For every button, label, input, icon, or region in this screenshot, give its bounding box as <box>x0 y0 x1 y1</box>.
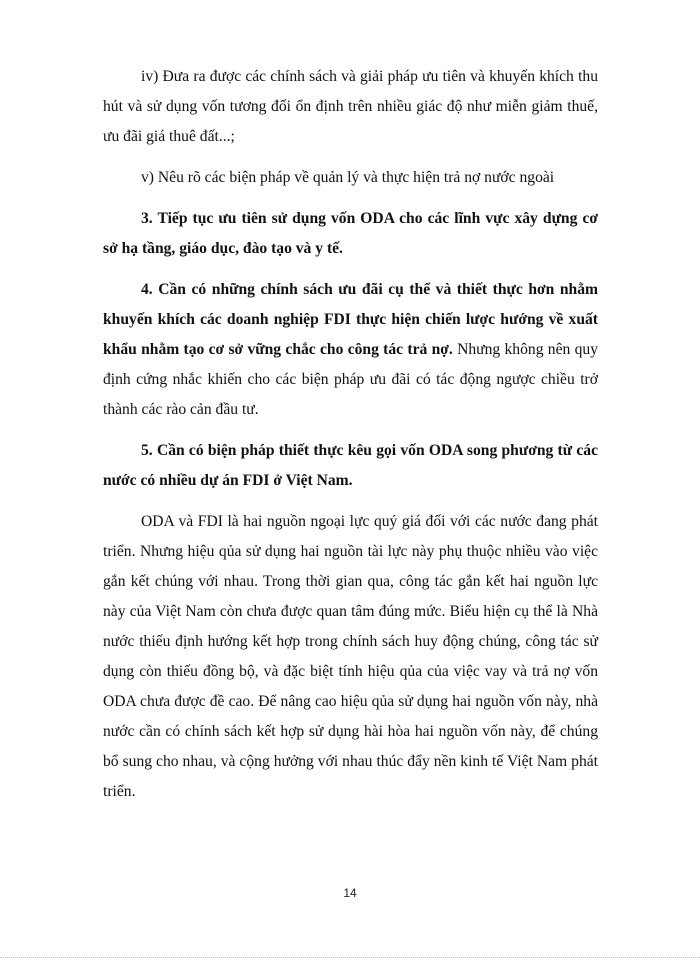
body-paragraph-oda-fdi-text: ODA và FDI là hai nguồn ngoại lực quý giá đối với các nước đang phát triển. Nhưng hiệu qủa sử dụng hai nguồn tài lực này phụ thuộc nhiều vào việc gắn kết chúng với nhau. Trong thời gian qua, công tác gắn kết hai nguồn lực này của Việt Nam còn chưa được quan tâm đúng mức. Biểu hiện cụ thể là Nhà nước thiếu định hướng kết hợp trong chính sách huy động chúng, công tác sử dụng còn thiếu đồng bộ, và đặc biệt tính hiệu qủa của việc vay và trả nợ vốn ODA chưa được đề cao. Để nâng cao hiệu qủa sử dụng hai nguồn vốn này, nhà nước cần có chính sách kết hợp sử dụng hài hòa hai nguồn vốn này, để chúng bổ sung cho nhau, và cộng hưởng với nhau thúc đẩy nền kinh tế Việt Nam phát triển. <box>103 513 598 800</box>
paragraph-iv-text: iv) Đưa ra được các chính sách và giải pháp ưu tiên và khuyến khích thu hút và sử dụng vốn tương đối ổn định trên nhiều giác độ như miễn giảm thuế, ưu đãi giá thuê đất...; <box>103 68 598 145</box>
section-heading-3 <box>103 204 598 264</box>
paragraph-v-text: v) Nêu rõ các biện pháp về quản lý và thực hiện trả nợ nước ngoài <box>141 169 555 186</box>
paragraph-v <box>103 163 598 193</box>
section-4-bold-text: 4. Cần có những chính sách ưu đãi cụ thể và thiết thực hơn nhằm khuyến khích các doanh nghiệp FDI thực hiện chiến lược hướng về xuất khẩu nhằm tạo cơ sở vững chắc cho công tác trả nợ. <box>103 281 598 358</box>
section-heading-5-text: 5. Cần có biện pháp thiết thực kêu gọi vốn ODA song phương từ các nước có nhiều dự án FDI ở Việt Nam. <box>103 442 598 489</box>
body-paragraph-oda-fdi <box>103 507 598 807</box>
section-4 <box>103 275 598 425</box>
section-heading-3-text: 3. Tiếp tục ưu tiên sử dụng vốn ODA cho các lĩnh vực xây dựng cơ sở hạ tầng, giáo dục, đào tạo và y tế. <box>103 210 598 257</box>
document-body <box>103 62 598 818</box>
paragraph-iv <box>103 62 598 152</box>
page-bottom-divider <box>0 957 700 958</box>
section-4-regular-text: Nhưng không nên quy định cứng nhắc khiến cho các biện pháp ưu đãi có tác động ngược chiều trở thành các rào cản đầu tư. <box>103 341 598 418</box>
section-heading-5 <box>103 436 598 496</box>
page-number: 14 <box>343 886 357 900</box>
